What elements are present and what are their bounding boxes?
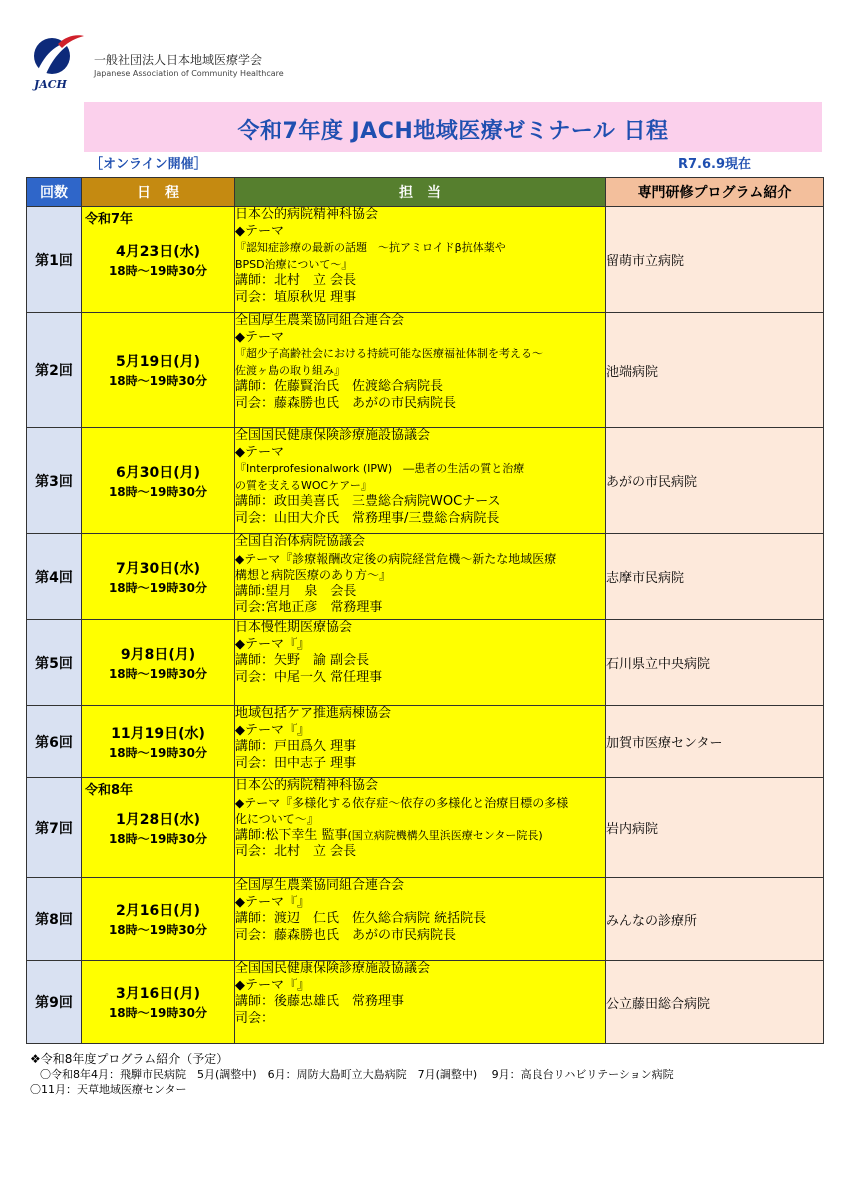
session-date: 4月23日(水) bbox=[115, 243, 201, 260]
session-details bbox=[235, 878, 606, 961]
title-band bbox=[84, 102, 822, 152]
lecturer: 講師:望月 泉 会長 bbox=[235, 583, 357, 599]
table-row bbox=[27, 313, 824, 428]
session-number: 第7回 bbox=[27, 778, 82, 878]
session-date-cell bbox=[82, 961, 235, 1044]
notes-line: 〇令和8年4月：飛騨市民病院 5月(調整中) 6月：周防大島町立大島病院 7月(調整中) 9月：高良台リハビリテーション病院 bbox=[40, 1068, 674, 1081]
theme-label: ◆テーマ『』 bbox=[235, 722, 310, 738]
theme-text: ◆テーマ『多様化する依存症～依存の多様化と治療目標の多様 bbox=[235, 795, 569, 810]
organizer: 日本公的病院精神科協会 bbox=[235, 207, 379, 222]
organizer: 全国国民健康保険診療施設協議会 bbox=[235, 961, 431, 976]
session-date-cell bbox=[82, 207, 235, 313]
column-header-date: 日 程 bbox=[82, 178, 235, 207]
session-date-cell bbox=[82, 778, 235, 878]
table-row bbox=[27, 207, 824, 313]
program-hospital: みんなの診療所 bbox=[606, 878, 824, 961]
theme-text: BPSD治療について～』 bbox=[235, 257, 353, 271]
program-hospital: 公立藤田総合病院 bbox=[606, 961, 824, 1044]
session-date: 7月30日(水) bbox=[115, 560, 201, 577]
session-time: 18時～19時30分 bbox=[108, 484, 208, 499]
session-date: 2月16日(月) bbox=[115, 903, 201, 919]
session-time: 18時～19時30分 bbox=[108, 831, 208, 846]
table-row bbox=[27, 706, 824, 778]
session-details bbox=[235, 620, 606, 706]
lecturer-affiliation: (国立病院機構久里浜医療センター院長) bbox=[347, 828, 543, 842]
header bbox=[28, 30, 328, 92]
theme-text: 『認知症診療の最新の話題 ～抗アミロイドβ抗体薬や bbox=[235, 241, 506, 255]
session-date-cell bbox=[82, 620, 235, 706]
notes-line: 〇11月：天草地域医療センター bbox=[30, 1083, 187, 1096]
table-row bbox=[27, 620, 824, 706]
session-details bbox=[235, 706, 606, 778]
session-number: 第3回 bbox=[27, 428, 82, 534]
lecturer: 講師：政田美喜氏 三豊総合病院WOCナース bbox=[235, 494, 501, 510]
program-hospital: 留萌市立病院 bbox=[606, 207, 824, 313]
session-number: 第8回 bbox=[27, 878, 82, 961]
organizer: 全国自治体病院協議会 bbox=[235, 534, 366, 549]
session-number: 第2回 bbox=[27, 313, 82, 428]
organizer: 地域包括ケア推進病棟協会 bbox=[235, 706, 392, 721]
theme-text: の質を支えるWOCケアー』 bbox=[235, 478, 372, 492]
lecturer: 講師：北村 立 会長 bbox=[235, 273, 357, 289]
moderator: 司会：中尾一久 常任理事 bbox=[235, 669, 383, 685]
session-date: 1月28日(水) bbox=[115, 811, 201, 828]
notes-heading: ❖令和8年度プログラム紹介（予定） bbox=[30, 1052, 229, 1066]
table-row bbox=[27, 878, 824, 961]
organizer: 全国国民健康保険診療施設協議会 bbox=[235, 428, 431, 443]
theme-text: 『超少子高齢社会における持続可能な医療福祉体制を考える～ bbox=[235, 347, 543, 361]
column-header-responsible: 担 当 bbox=[235, 178, 606, 207]
session-number: 第9回 bbox=[27, 961, 82, 1044]
theme-label: ◆テーマ『』 bbox=[235, 636, 310, 652]
session-date-cell bbox=[82, 706, 235, 778]
session-time: 18時～19時30分 bbox=[108, 580, 208, 595]
theme-text: 佐渡ヶ島の取り組み』 bbox=[235, 363, 345, 377]
session-number: 第5回 bbox=[27, 620, 82, 706]
session-details bbox=[235, 961, 606, 1044]
session-date: 11月19日(水) bbox=[111, 725, 205, 742]
moderator: 司会： bbox=[235, 1010, 275, 1026]
moderator: 司会：藤森勝也氏 あがの市民病院長 bbox=[235, 927, 457, 943]
theme-label: ◆テーマ bbox=[235, 223, 284, 239]
future-program-notes bbox=[30, 1052, 674, 1097]
organizer: 日本慢性期医療協会 bbox=[235, 620, 353, 635]
session-time: 18時～19時30分 bbox=[108, 263, 208, 278]
theme-text: 構想と病院医療のあり方～』 bbox=[235, 568, 392, 583]
session-number: 第6回 bbox=[27, 706, 82, 778]
moderator: 司会：藤森勝也氏 あがの市民病院長 bbox=[235, 395, 457, 411]
session-date: 9月8日(月) bbox=[120, 646, 196, 663]
theme-label: ◆テーマ『』 bbox=[235, 977, 310, 993]
lecturer: 講師：後藤忠雄氏 常務理事 bbox=[235, 994, 405, 1010]
session-time: 18時～19時30分 bbox=[108, 374, 208, 388]
session-time: 18時～19時30分 bbox=[108, 745, 208, 760]
moderator: 司会:宮地正彦 常務理事 bbox=[235, 600, 383, 616]
table-row bbox=[27, 961, 824, 1044]
session-date: 6月30日(月) bbox=[115, 464, 201, 481]
theme-label: ◆テーマ bbox=[235, 329, 284, 345]
session-time: 18時～19時30分 bbox=[108, 923, 208, 937]
theme-text: ◆テーマ『診療報酬改定後の病院経営危機～新たな地域医療 bbox=[235, 551, 557, 566]
program-hospital: 志摩市民病院 bbox=[606, 534, 824, 620]
table-header-row bbox=[27, 178, 824, 207]
lecturer: 講師：佐藤賢治氏 佐渡総合病院長 bbox=[235, 379, 444, 395]
online-label: ［オンライン開催］ bbox=[90, 157, 207, 172]
organizer: 日本公的病院精神科協会 bbox=[235, 778, 379, 793]
program-hospital: 岩内病院 bbox=[606, 778, 824, 878]
logo-caption: JACH bbox=[34, 78, 67, 91]
session-date-cell bbox=[82, 428, 235, 534]
lecturer-line bbox=[235, 828, 605, 845]
moderator: 司会：山田大介氏 常務理事/三豊総合病院長 bbox=[235, 510, 500, 526]
session-date-cell bbox=[82, 313, 235, 428]
program-hospital: 池端病院 bbox=[606, 313, 824, 428]
session-date-cell bbox=[82, 534, 235, 620]
moderator: 司会：田中志子 理事 bbox=[235, 755, 357, 771]
session-number: 第1回 bbox=[27, 207, 82, 313]
session-date: 3月16日(月) bbox=[115, 986, 201, 1002]
session-details bbox=[235, 428, 606, 534]
session-date: 5月19日(月) bbox=[115, 354, 201, 370]
table-row bbox=[27, 534, 824, 620]
program-hospital: あがの市民病院 bbox=[606, 428, 824, 534]
session-time: 18時～19時30分 bbox=[108, 666, 208, 681]
era-label: 令和8年 bbox=[85, 783, 134, 798]
theme-text: 『Interprofesionalwork (IPW) ―患者の生活の質と治療 bbox=[235, 462, 525, 476]
session-date-cell bbox=[82, 878, 235, 961]
column-header-no: 回数 bbox=[27, 178, 82, 207]
moderator: 司会：埴原秋児 理事 bbox=[235, 289, 357, 305]
program-hospital: 加賀市医療センター bbox=[606, 706, 824, 778]
theme-label: ◆テーマ『』 bbox=[235, 894, 310, 910]
column-header-program: 専門研修プログラム紹介 bbox=[606, 178, 824, 207]
session-number: 第4回 bbox=[27, 534, 82, 620]
organizer: 全国厚生農業協同組合連合会 bbox=[235, 878, 405, 893]
session-details bbox=[235, 534, 606, 620]
jach-logo-icon bbox=[28, 30, 86, 80]
program-hospital: 石川県立中央病院 bbox=[606, 620, 824, 706]
lecturer: 講師:松下幸生 監事 bbox=[235, 827, 348, 843]
table-row bbox=[27, 428, 824, 534]
as-of-date: R7.6.9現在 bbox=[678, 157, 752, 172]
org-name: 一般社団法人日本地域医療学会 bbox=[94, 53, 263, 67]
page-title: 令和7年度 JACH地域医療ゼミナール 日程 bbox=[237, 119, 669, 144]
session-details bbox=[235, 207, 606, 313]
org-name-en: Japanese Association of Community Healthcare bbox=[94, 69, 284, 78]
theme-label: ◆テーマ bbox=[235, 444, 284, 460]
session-time: 18時～19時30分 bbox=[108, 1006, 208, 1020]
theme-text: 化について～』 bbox=[235, 812, 319, 827]
session-details bbox=[235, 778, 606, 878]
moderator: 司会：北村 立 会長 bbox=[235, 844, 357, 860]
schedule-table bbox=[26, 177, 824, 1044]
table-row bbox=[27, 778, 824, 878]
organizer: 全国厚生農業協同組合連合会 bbox=[235, 313, 405, 328]
era-label: 令和7年 bbox=[85, 212, 134, 227]
lecturer: 講師：矢野 諭 副会長 bbox=[235, 653, 370, 669]
session-details bbox=[235, 313, 606, 428]
lecturer: 講師：戸田爲久 理事 bbox=[235, 739, 357, 755]
lecturer: 講師：渡辺 仁氏 佐久総合病院 統括院長 bbox=[235, 911, 487, 927]
